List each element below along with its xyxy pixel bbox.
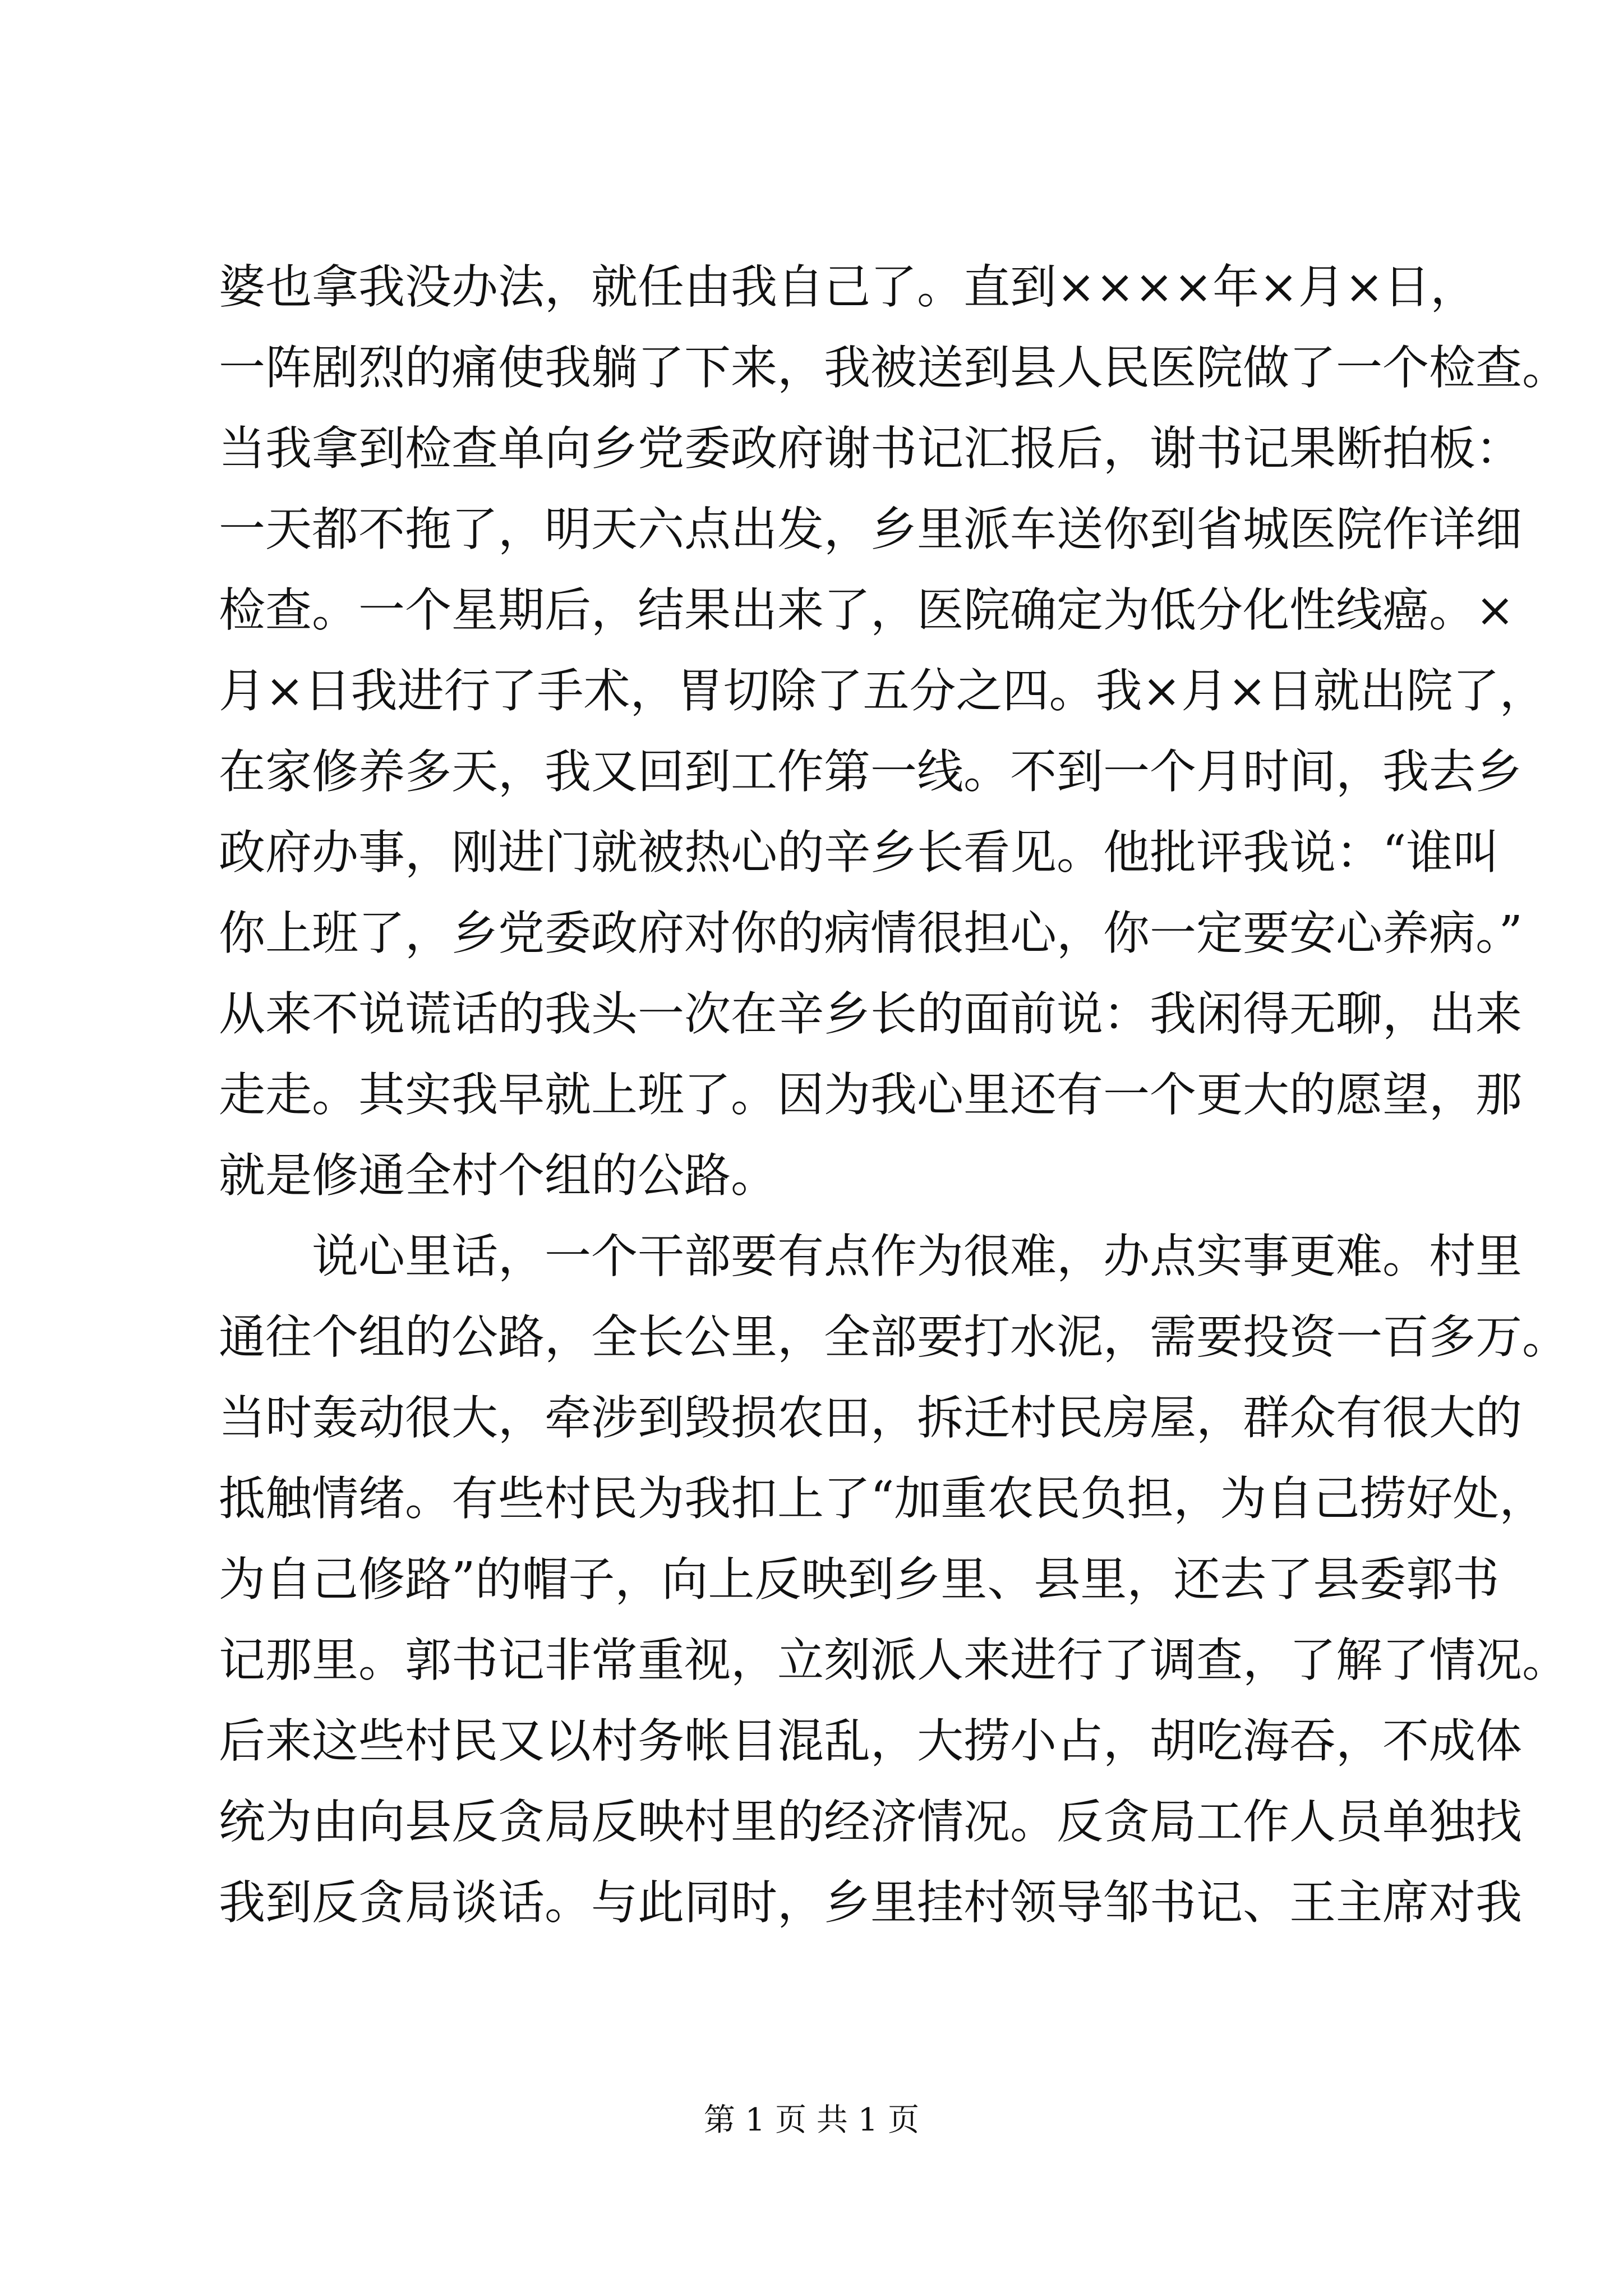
text-line: 在家修养多天，我又回到工作第一线。不到一个月时间，我去乡 [219,744,1522,799]
document-body [219,247,1569,1943]
text-line: 当时轰动很大，牵涉到毁损农田，拆迁村民房屋，群众有很大的 [219,1391,1522,1445]
text-line: 月×日我进行了手术，胃切除了五分之四。我×月×日就出院了， [219,664,1546,718]
text-line: 记那里。郭书记非常重视，立刻派人来进行了调查，了解了情况。 [219,1633,1569,1687]
text-line: 政府办事，刚进门就被热心的辛乡长看见。他批评我说：“谁叫 [219,825,1500,880]
text-line: 后来这些村民又以村务帐目混乱，大捞小占，胡吃海吞，不成体 [219,1714,1522,1768]
text-line: 抵触情绪。有些村民为我扣上了“加重农民负担，为自己捞好处， [219,1471,1546,1526]
text-line: 检查。一个星期后，结果出来了，医院确定为低分化性线癌。× [219,583,1515,637]
text-line: 就是修通全村个组的公路。 [219,1148,777,1203]
text-line: 你上班了，乡党委政府对你的病情很担心，你一定要安心养病。” [219,906,1523,960]
text-line: 从来不说谎话的我头一次在辛乡长的面前说：我闲得无聊，出来 [219,987,1522,1041]
text-line: 一阵剧烈的痛使我躺了下来，我被送到县人民医院做了一个检查。 [219,341,1569,395]
text-line: 我到反贪局谈话。与此同时，乡里挂村领导邹书记、王主席对我 [219,1875,1522,1930]
text-line: 当我拿到检查单向乡党委政府谢书记汇报后，谢书记果断拍板： [219,421,1522,476]
text-line: 一天都不拖了，明天六点出发，乡里派车送你到省城医院作详细 [219,502,1522,556]
text-line: 统为由向县反贪局反映村里的经济情况。反贪局工作人员单独找 [219,1795,1522,1849]
text-line: 为自己修路”的帽子，向上反映到乡里、县里，还去了县委郭书 [219,1552,1500,1607]
text-line: 走走。其实我早就上班了。因为我心里还有一个更大的愿望，那 [219,1068,1522,1122]
text-line: 婆也拿我没办法，就任由我自己了。直到××××年×月×日， [219,260,1477,314]
text-line: 通往个组的公路，全长公里，全部要打水泥，需要投资一百多万。 [219,1310,1569,1364]
paragraph-first-line: 说心里话，一个干部要有点作为很难，办点实事更难。村里 [312,1229,1522,1283]
page-number-footer: 第 1 页 共 1 页 [703,2102,920,2138]
